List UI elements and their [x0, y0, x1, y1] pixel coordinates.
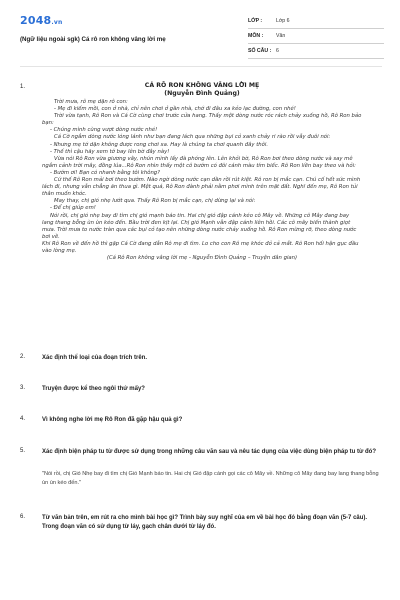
reading-passage — [42, 82, 362, 262]
passage-paragraph: - Chúng mình cùng vượt dòng nước nhé! — [50, 127, 158, 134]
passage-paragraph: Khi Rô Ron về đến hồ thì gặp Cá Cờ đang dẫn Rô mẹ đi tìm. Lo cho con Rô mẹ khóc đỏ cả mắt. Rô Ron hối hận gục đầu vào lòng mẹ. — [42, 240, 359, 254]
document-title: (Ngữ liệu ngoài sgk) Cá rô ron không vâng lời mẹ — [20, 36, 166, 43]
passage-paragraph: Trời vừa tạnh, Rô Ron và Cá Cờ cùng chơi trước cửa hang. Thấy một dòng nước róc rách chảy xuống hồ, Rô Ron bảo bạn: — [42, 113, 362, 127]
meta-table — [248, 14, 384, 59]
question-text: Từ văn bản trên, em rút ra cho mình bài học gì? Trình bày suy nghĩ của em về bài học đó bằng đoạn văn (5-7 câu). Trong đoạn văn có sử dụng từ láy, gạch chân dưới từ láy đó. — [42, 515, 368, 530]
header-divider — [20, 66, 382, 67]
passage-title: CÁ RÔ RON KHÔNG VÂNG LỜI MẸ — [144, 82, 260, 89]
passage-paragraph: Trời mưa, rô mẹ dặn rô con: — [54, 99, 128, 105]
question-text: Truyện được kể theo ngôi thứ mấy? — [42, 386, 145, 392]
passage-paragraph: - Để chị giúp em! — [50, 205, 96, 212]
question-text: Vì không nghe lời mẹ Rô Ron đã gặp hậu quả gì? — [42, 417, 183, 423]
passage-author: (Nguyễn Đình Quảng) — [164, 90, 240, 97]
question-number: 3. — [20, 385, 26, 391]
question-number: 5. — [20, 448, 26, 454]
question-number: 6. — [20, 514, 26, 520]
passage-paragraph: - Mẹ đi kiếm mồi, con ở nhà, chỉ nên chơi ở gần nhà, chớ đi đâu xa kẻo lạc đường, con nhé! — [54, 106, 296, 113]
passage-paragraph: Cá Cờ ngắm dòng nước lóng lánh như bạn đang lách qua những bụi cỏ xanh chảy ri rào rồi vẫy đuôi nói: — [54, 134, 331, 141]
meta-value: Lớp 6 — [276, 18, 290, 24]
passage-body — [42, 99, 362, 255]
question-number: 1. — [20, 84, 26, 90]
meta-row-subject — [248, 29, 384, 44]
passage-source: (Cá Rô Ron không vâng lời mẹ - Nguyễn Đình Quảng – Truyện dân gian) — [106, 255, 298, 262]
logo-tld: .vn — [51, 19, 63, 26]
passage-paragraph: Nói rồi, chị gió nhẹ bay đi tìm chị gió mạnh báo tin. Hai chị gió đập cánh kéo cô Mây về. Những cô Mây đang bay lang thang bỗng ùn ùn kéo đến. Bầu trời đen kịt lại. Chị gió Mạnh vẫn đập cánh liên hồi. Các cô mây biến thành giọt mưa. Trời mưa to nước tràn qua các bụi cỏ tạo nên những dòng nước chảy xuống hồ. Rô Ron mừng rỡ, theo dòng nước bơi về. — [42, 212, 357, 240]
meta-key: LỚP : — [248, 18, 263, 24]
passage-paragraph: May thay, chị gió nhẹ lướt qua. Thấy Rô Ron bị mắc cạn, chị dừng lại và nói: — [54, 198, 256, 205]
question-text: Xác định biện pháp tu từ được sử dụng trong những câu văn sau và nêu tác dụng của việc dùng biện pháp tu từ đó? — [42, 449, 377, 455]
meta-key: MÔN : — [248, 33, 264, 39]
passage-paragraph: - Thế thì cậu hãy xem tớ bay lên bờ đây này! — [50, 148, 170, 155]
question-text: Xác định thể loại của đoạn trích trên. — [42, 355, 148, 361]
question-quote: "Nói rồi, chị Gió Nhẹ bay đi tìm chị Gió Mạnh báo tin. Hai chị Gió đập cánh gọi các cô Mây về. Những cô Mây đang bay lang thang bỗng ùn ùn kéo đến." — [42, 471, 379, 486]
question-number: 4. — [20, 416, 26, 422]
meta-value: 6 — [276, 48, 279, 54]
site-logo[interactable] — [20, 14, 62, 27]
meta-row-class — [248, 14, 384, 29]
question-number: 2. — [20, 354, 26, 360]
passage-paragraph: Vừa nói Rô Ron vừa giương vây, nhún mình lấy đà phóng lên. Lên khỏi bờ, Rô Ron bơi theo dòng nước và say mê ngắm cảnh trời mây, đồng lúa...Rô Ron nhìn thấy một cô bướm có đôi cánh màu tím biếc. Rô Ron liền bay theo và hỏi: — [42, 155, 356, 169]
passage-paragraph: Cứ thế Rô Ron mải bơi theo bướm. Nào ngờ dòng nước cạn dần rồi rút kiệt. Rô ron bị mắc cạn. Chú cố hết sức mình lách đi, nhưng vẫn chẳng ăn thua gì. Mệt quá, Rô Ron đành phải nằm phơi mình trên mặt đất. Nghĩ đến mẹ, Rô Ron tủi thân muốn khóc. — [42, 177, 361, 198]
meta-key: SỐ CÂU : — [248, 48, 272, 54]
worksheet-header — [20, 14, 382, 66]
meta-value: Văn — [276, 33, 286, 39]
passage-paragraph: - Bướm ơi! Bạn có nhanh bằng tôi không? — [50, 169, 160, 176]
logo-text: 2048 — [20, 14, 52, 27]
meta-row-count — [248, 44, 384, 59]
passage-paragraph: - Nhưng mẹ tớ dặn không được rong chơi xa. Hay là chúng ta chơi quanh đây thôi. — [50, 141, 269, 148]
